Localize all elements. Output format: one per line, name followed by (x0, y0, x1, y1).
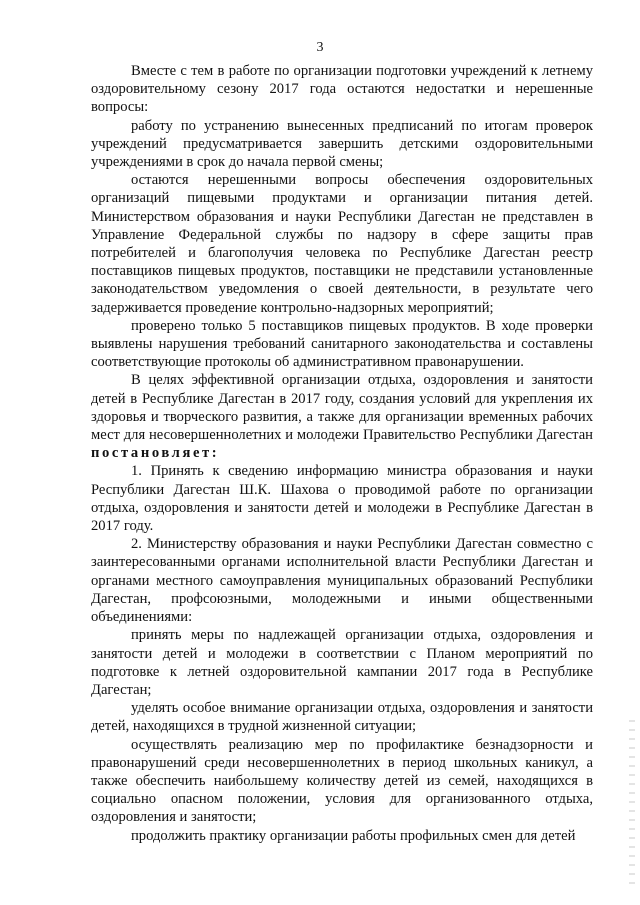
document-body (91, 62, 593, 845)
paragraph: остаются нерешенными вопросы обеспечения оздоровительных организаций пищевыми продуктами и организации питания детей. Министерством образования и науки Республики Дагестан не представлен в Управление Федеральной службы по надзору в сфере защиты прав потребителей и благополучия человека по Республике Дагестан реестр поставщиков пищевых продуктов, поставщики не представили установленные законодательством уведомления о своей деятельности, в результате чего задерживается проведение контрольно-надзорных мероприятий; (91, 172, 593, 316)
paragraph: проверено только 5 поставщиков пищевых продуктов. В ходе проверки выявлены нарушения требований санитарного законодательства и составлены соответствующие протоколы об административном правонарушении. (91, 317, 593, 371)
decree-sub-item: уделять особое внимание организации отдыха, оздоровления и занятости детей, находящихся в трудной жизненной ситуации; (91, 700, 593, 735)
decree-sub-item: принять меры по надлежащей организации отдыха, оздоровления и занятости детей и молодежи в соответствии с Планом мероприятий по подготовке к летней оздоровительной кампании 2017 года в Республике Дагестан; (91, 627, 593, 698)
decree-sub-item: продолжить практику организации работы профильных смен для детей (131, 827, 576, 844)
decree-item: 2. Министерству образования и науки Республики Дагестан совместно с заинтересованными органами исполнительной власти Республики Дагестан и органами местного самоуправления муниципальных образований Республики Дагестан, профсоюзными, молодежными и иными общественными объединениями: (91, 536, 593, 626)
decree-intro-text: В целях эффективной организации отдыха, оздоровления и занятости детей в Республике Дагестан в 2017 году, создания условий для укрепления их здоровья и творческого развития, а также для организации временных рабочих мест для несовершеннолетних и молодежи Правительство Республики Дагестан (91, 372, 593, 444)
decree-preamble (91, 371, 593, 462)
decree-item: 1. Принять к сведению информацию министра образования и науки Республики Дагестан Ш.К. Шахова о проводимой работе по организации отдыха, оздоровления и занятости детей и молодежи в Республике Дагестан в 2017 году. (91, 463, 593, 535)
paragraph: работу по устранению вынесенных предписаний по итогам проверок учреждений предусматривается завершить детскими оздоровительными учреждениями в срок до начала первой смены; (91, 117, 593, 171)
page-number: 3 (316, 40, 324, 55)
scan-edge-mark (629, 720, 635, 890)
decree-verb: постановляет: (91, 445, 220, 462)
decree-sub-item: осуществлять реализацию мер по профилактике безнадзорности и правонарушений среди несовершеннолетних в период школьных каникул, а также обеспечить наибольшему количеству детей из семей, находящихся в социально опасном положении, условия для организованного отдыха, оздоровления и занятости; (91, 736, 593, 826)
paragraph: Вместе с тем в работе по организации подготовки учреждений к летнему оздоровительному сезону 2017 года остаются недостатки и нерешенные вопросы: (91, 63, 593, 116)
